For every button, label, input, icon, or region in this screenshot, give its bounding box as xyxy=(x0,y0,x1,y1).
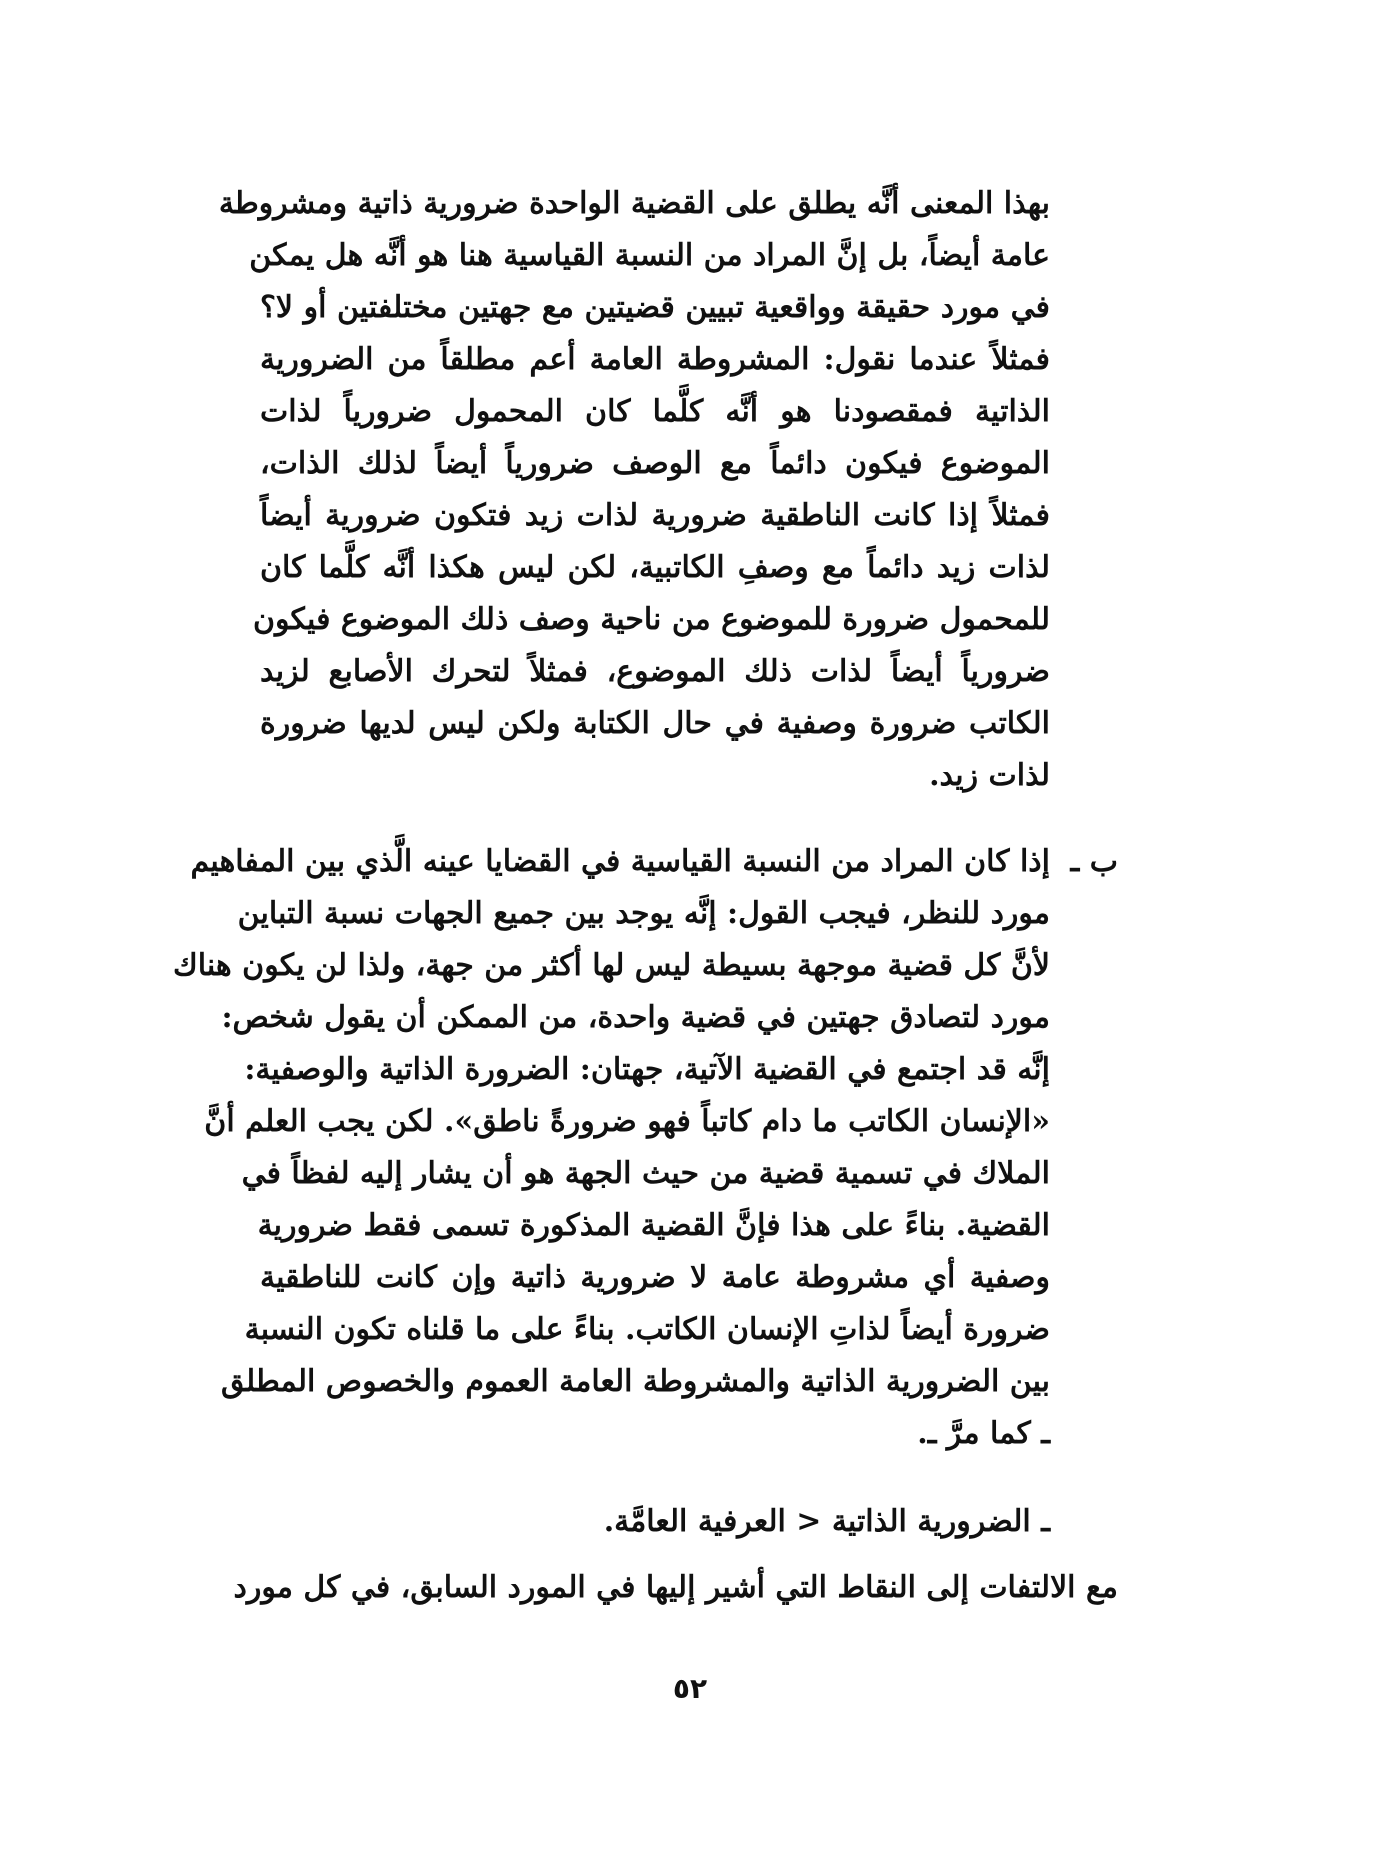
text-line: فمثلاً عندما نقول: المشروطة العامة أعم مطلقاً من الضرورية xyxy=(260,342,1050,377)
text-line: ضرورة أيضاً لذاتِ الإنسان الكاتب. بناءً على ما قلناه تكون النسبة xyxy=(244,1312,1050,1347)
text-line: وصفية أي مشروطة عامة لا ضرورية ذاتية وإن كانت للناطقية xyxy=(260,1260,1050,1295)
text-line: ضرورياً أيضاً لذات ذلك الموضوع، فمثلاً لتحرك الأصابع لزيد xyxy=(260,654,1050,689)
text-line: الذاتية فمقصودنا هو أنَّه كلَّما كان المحمول ضرورياً لذات xyxy=(260,394,1050,429)
paragraph-4 xyxy=(233,1562,1118,1614)
text-line: في مورد حقيقة وواقعية تبيين قضيتين مع جهتين مختلفتين أو لا؟ xyxy=(260,290,1050,325)
text-line: الموضوع فيكون دائماً مع الوصف ضرورياً أيضاً لذلك الذات، xyxy=(260,446,1050,481)
page-number: ٥٢ xyxy=(672,1672,708,1705)
text-line: الملاك في تسمية قضية من حيث الجهة هو أن يشار إليه لفظاً في xyxy=(241,1156,1050,1191)
text-line: فمثلاً إذا كانت الناطقية ضرورية لذات زيد فتكون ضرورية أيضاً xyxy=(260,498,1050,533)
text-line: مورد لتصادق جهتين في قضية واحدة، من الممكن أن يقول شخص: xyxy=(221,1000,1050,1035)
text-line: «الإنسان الكاتب ما دام كاتباً فهو ضرورةً ناطق». لكن يجب العلم أنَّ xyxy=(204,1104,1050,1139)
item-body xyxy=(173,836,1050,1460)
list-item xyxy=(173,836,1118,1460)
text-line: للمحمول ضرورة للموضوع من ناحية وصف ذلك الموضوع فيكون xyxy=(252,602,1050,637)
paragraph-3-relation xyxy=(260,1496,1050,1548)
text-line: بين الضرورية الذاتية والمشروطة العامة العموم والخصوص المطلق xyxy=(220,1364,1050,1399)
text-line: إنَّه قد اجتمع في القضية الآتية، جهتان: الضرورة الذاتية والوصفية: xyxy=(244,1052,1050,1087)
text-line: ـ كما مرَّ ـ. xyxy=(917,1416,1050,1451)
paragraph-2-item-b xyxy=(173,836,1118,1460)
paragraph-1 xyxy=(218,178,1050,802)
text-line: الكاتب ضرورة وصفية في حال الكتابة ولكن ليس لديها ضرورة xyxy=(260,706,1050,741)
text-line: ـ الضرورية الذاتية < العرفية العامَّة. xyxy=(603,1504,1050,1539)
text-line: لذات زيد دائماً مع وصفِ الكاتبية، لكن ليس هكذا أنَّه كلَّما كان xyxy=(260,550,1050,585)
text-line: القضية. بناءً على هذا فإنَّ القضية المذكورة تسمى فقط ضرورية xyxy=(257,1208,1050,1243)
text-line: إذا كان المراد من النسبة القياسية في القضايا عينه الَّذي بين المفاهيم xyxy=(190,844,1050,879)
text-line: مورد للنظر، فيجب القول: إنَّه يوجد بين جميع الجهات نسبة التباين xyxy=(237,896,1050,931)
item-marker: ب ـ xyxy=(1070,844,1118,879)
text-line: عامة أيضاً، بل إنَّ المراد من النسبة القياسية هنا هو أنَّه هل يمكن xyxy=(249,238,1050,273)
text-line: مع الالتفات إلى النقاط التي أشير إليها في المورد السابق، في كل مورد xyxy=(233,1570,1118,1605)
text-line: لذات زيد. xyxy=(929,758,1050,793)
text-line: بهذا المعنى أنَّه يطلق على القضية الواحدة ضرورية ذاتية ومشروطة xyxy=(218,186,1050,221)
text-line: لأنَّ كل قضية موجهة بسيطة ليس لها أكثر من جهة، ولذا لن يكون هناك xyxy=(173,948,1050,983)
